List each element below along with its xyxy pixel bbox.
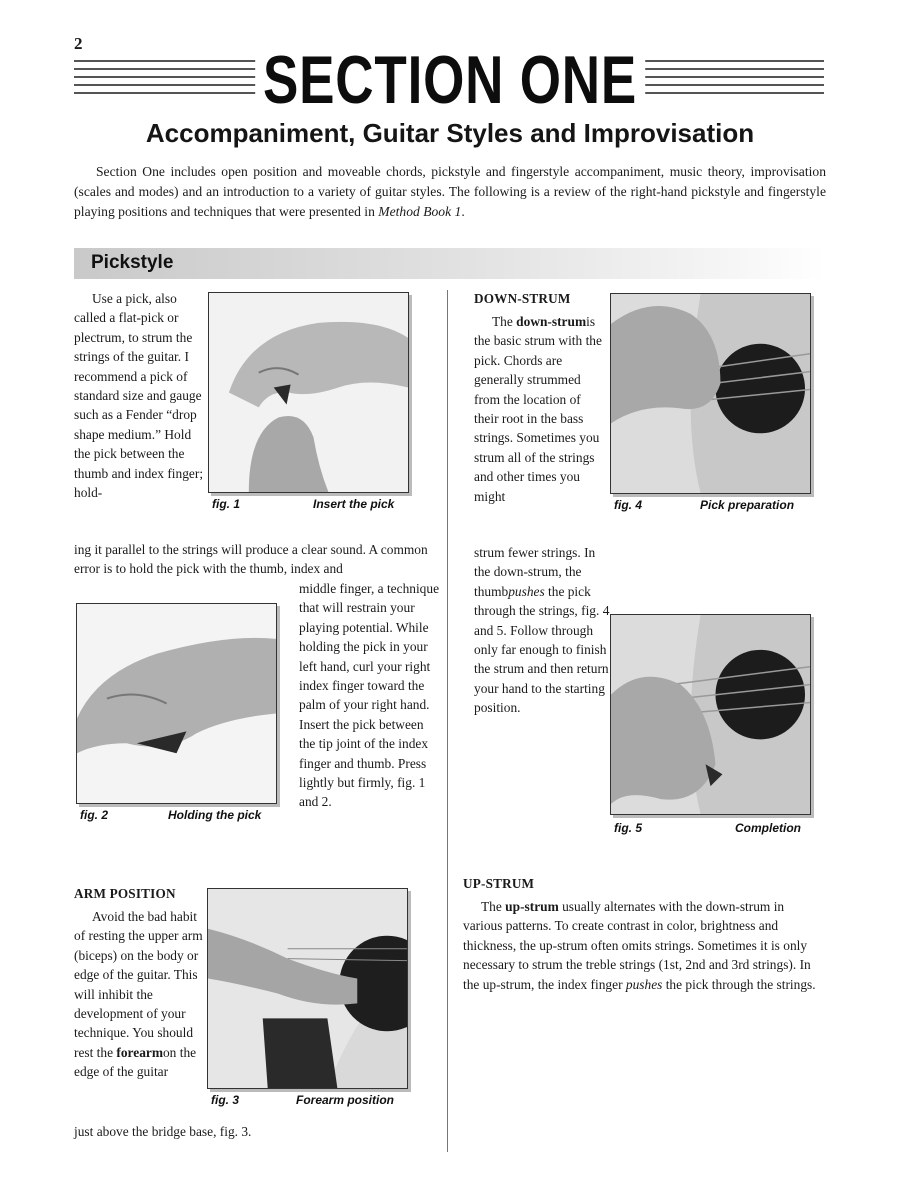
intro-paragraph: Section One includes open position and moveable chords, pickstyle and fingerstyle accompaniment, music theory, improvisation (scales and modes) and an introduction to a variety of guitar styles. The following is a review of the right-hand pickstyle and fingerstyle playing positions and techniques that were presented in Method Book 1. [74, 164, 826, 219]
down-strum-paragraph-cont: strum fewer strings. In the down-strum, the thumbpushes the pick through the strings, fig. 4 and 5. Follow through only far enough to finish the strum and then return your hand to the starting position. [474, 545, 610, 716]
section-subtitle: Accompaniment, Guitar Styles and Improvisation [145, 118, 755, 148]
arm-position-paragraph: Avoid the bad habit of resting the upper arm (biceps) on the body or edge of the guitar. This will inhibit the development of your technique. You should rest the forearmon the edge of the guitar [74, 909, 203, 1080]
fig1-number: fig. 1 [212, 497, 241, 511]
fig5-photo [610, 614, 811, 815]
fig4-photo [610, 293, 811, 494]
arm-position-section [74, 884, 206, 907]
pickstyle-heading-bar [74, 248, 826, 279]
fig3-photo [207, 888, 408, 1089]
pickstyle-paragraph-part2: middle finger, a technique that will restrain your playing potential. While holding the pick in your left hand, curl your right index finger toward the palm of your right hand. Insert the pick between the tip joint of the index finger and thumb. Press lightly but firmly, fig. 1 and 2. [299, 581, 440, 810]
pickstyle-paragraph-part1-wide: ing it parallel to the strings will produce a clear sound. A common error is to hold the pick with the thumb, index and [74, 542, 428, 577]
fig4-caption: Pick preparation [700, 498, 795, 512]
page-number: 2 [74, 34, 83, 53]
section-title: SECTION ONE [255, 46, 645, 114]
fig5-caption: Completion [735, 821, 801, 835]
down-strum-section: DOWN-STRUM The down-strumis the basic strum with the pick. Chords are generally strummed from the location of their root in the bass strings. Sometimes you strum all of the strings and other times you might [474, 289, 608, 506]
fig2-caption: Holding the pick [168, 808, 262, 822]
fig4-number: fig. 4 [614, 498, 643, 512]
up-strum-heading: UP-STRUM [463, 876, 535, 891]
pickstyle-heading: Pickstyle [91, 252, 174, 273]
fig3-number: fig. 3 [211, 1093, 240, 1107]
fig3-caption: Forearm position [296, 1093, 395, 1107]
fig1-photo [208, 292, 409, 493]
pickstyle-paragraph-part1: Use a pick, also called a flat-pick or plectrum, to strum the strings of the guitar. I recommend a pick of standard size and gauge such as a Fender “drop shape medium.” Hold the pick between the thumb and index finger; hold- [74, 291, 204, 501]
arm-position-heading: ARM POSITION [74, 886, 176, 901]
fig2-photo [76, 603, 277, 804]
down-strum-heading: DOWN-STRUM [474, 291, 571, 306]
fig1-caption: Insert the pick [313, 497, 395, 511]
column-divider [447, 290, 448, 1152]
fig2-number: fig. 2 [80, 808, 109, 822]
arm-position-paragraph-wide: just above the bridge base, fig. 3. [74, 1124, 252, 1139]
up-strum-paragraph: The up-strum usually alternates with the down-strum in various patterns. To create contrast in color, brightness and thickness, the up-strum often omits strings. Sometimes it is only necessary to strum the treble strings (1st, 2nd and 3rd strings). In the up-strum, the index finger pushes the pick through the strings. [463, 899, 816, 992]
up-strum-section [463, 874, 823, 994]
fig5-number: fig. 5 [614, 821, 643, 835]
